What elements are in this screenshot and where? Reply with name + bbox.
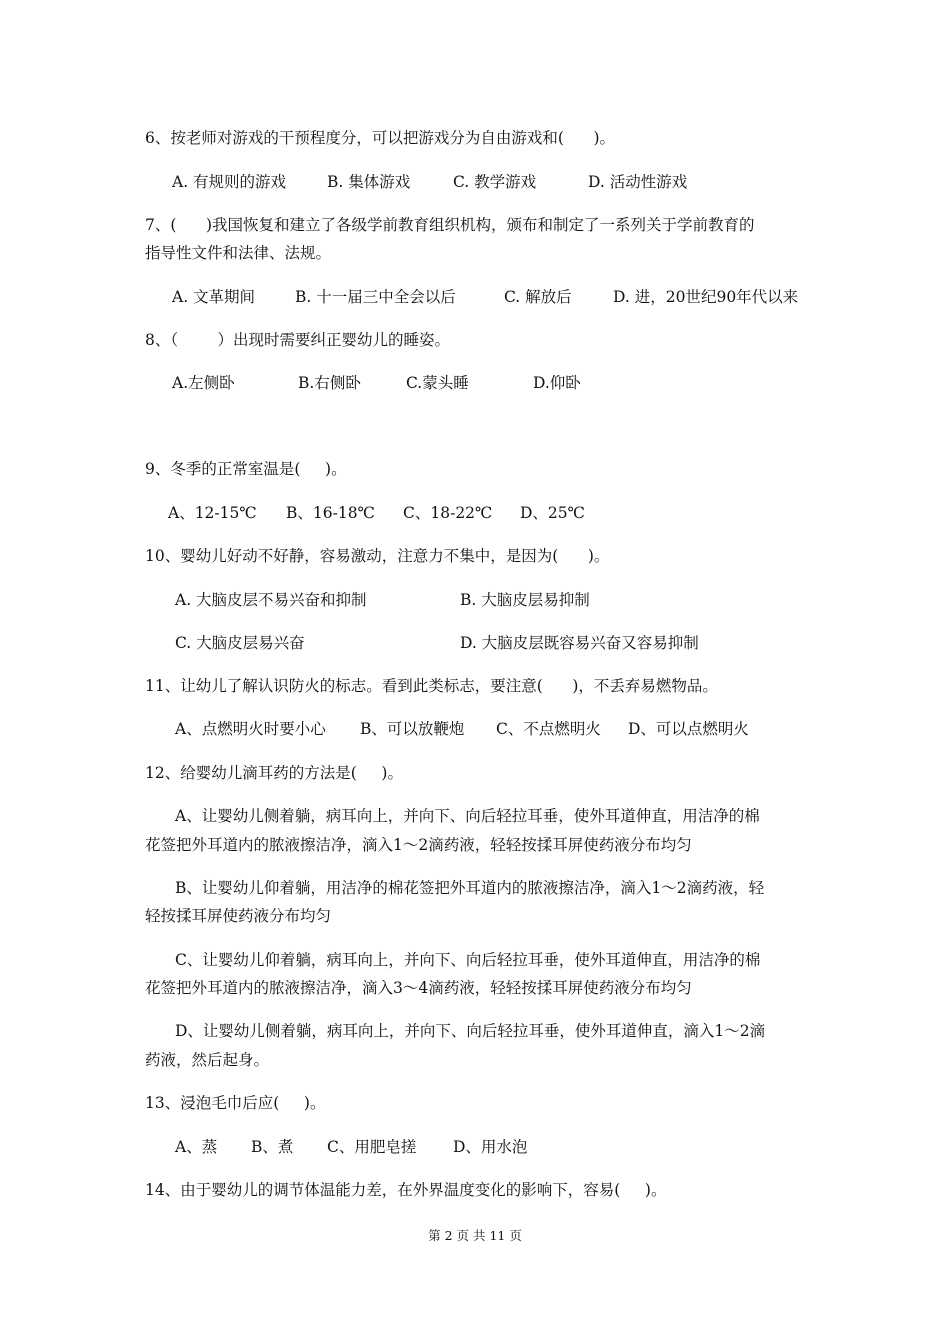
question-7-stem-line-2: 指导性文件和法律、法规。 xyxy=(145,244,332,262)
question-12-option-d-line-1: D、让婴幼儿侧着躺，病耳向上，并向下、向后轻拉耳垂，使外耳道伸直，滴入1～2滴 xyxy=(175,1022,766,1040)
question-9-option-c: C、18-22℃ xyxy=(403,504,493,522)
question-7-option-d: D. 进，20世纪90年代以来 xyxy=(613,288,799,306)
question-13-option-a: A、蒸 xyxy=(175,1138,218,1156)
question-8-option-c: C.蒙头睡 xyxy=(406,374,469,392)
question-12-option-c-line-1: C、让婴幼儿仰着躺，病耳向上，并向下、向后轻拉耳垂，使外耳道伸直，用洁净的棉 xyxy=(175,951,761,969)
question-13-option-d: D、用水泡 xyxy=(453,1138,528,1156)
question-8-option-b: B.右侧卧 xyxy=(298,374,361,392)
question-11-stem: 11、让幼儿了解认识防火的标志。看到此类标志，要注意( )，不丢弃易燃物品。 xyxy=(145,677,718,695)
question-11-option-c: C、不点燃明火 xyxy=(496,720,601,738)
question-11-option-b: B、可以放鞭炮 xyxy=(360,720,465,738)
question-13-option-b: B、煮 xyxy=(251,1138,294,1156)
question-6-option-b: B. 集体游戏 xyxy=(327,173,411,191)
question-12-option-b-line-1: B、让婴幼儿仰着躺，用洁净的棉花签把外耳道内的脓液擦洁净，滴入1～2滴药液，轻 xyxy=(175,879,765,897)
question-10-option-c: C. 大脑皮层易兴奋 xyxy=(175,634,305,652)
page-footer: 第 2 页 共 11 页 xyxy=(428,1228,522,1243)
question-9-option-d: D、25℃ xyxy=(520,504,585,522)
question-6-option-a: A. 有规则的游戏 xyxy=(172,173,287,191)
question-7-stem-line-1: 7、( )我国恢复和建立了各级学前教育组织机构，颁布和制定了一系列关于学前教育的 xyxy=(145,216,755,234)
question-7-option-b: B. 十一届三中全会以后 xyxy=(295,288,456,306)
question-9-option-a: A、12-15℃ xyxy=(168,504,257,522)
question-7-option-a: A. 文革期间 xyxy=(172,288,256,306)
question-10-option-a: A. 大脑皮层不易兴奋和抑制 xyxy=(175,591,367,609)
question-6-option-d: D. 活动性游戏 xyxy=(588,173,688,191)
question-11-option-d: D、可以点燃明火 xyxy=(628,720,749,738)
question-10-stem: 10、婴幼儿好动不好静，容易激动，注意力不集中，是因为( )。 xyxy=(145,547,610,565)
question-11-option-a: A、点燃明火时要小心 xyxy=(175,720,326,738)
question-9-option-b: B、16-18℃ xyxy=(286,504,375,522)
question-10-option-b: B. 大脑皮层易抑制 xyxy=(460,591,590,609)
question-9-stem: 9、冬季的正常室温是( )。 xyxy=(145,460,347,478)
question-8-stem: 8、（ ）出现时需要纠正婴幼儿的睡姿。 xyxy=(145,331,451,349)
question-12-stem: 12、给婴幼儿滴耳药的方法是( )。 xyxy=(145,764,403,782)
question-6-stem: 6、按老师对游戏的干预程度分，可以把游戏分为自由游戏和( )。 xyxy=(145,129,616,147)
question-12-option-b-line-2: 轻按揉耳屏使药液分布均匀 xyxy=(145,907,332,925)
question-12-option-d-line-2: 药液，然后起身。 xyxy=(145,1051,270,1069)
question-6-option-c: C. 教学游戏 xyxy=(453,173,537,191)
question-12-option-a-line-1: A、让婴幼儿侧着躺，病耳向上，并向下、向后轻拉耳垂，使外耳道伸直，用洁净的棉 xyxy=(175,807,760,825)
question-13-option-c: C、用肥皂搓 xyxy=(327,1138,417,1156)
question-8-option-a: A.左侧卧 xyxy=(172,374,235,392)
question-12-option-c-line-2: 花签把外耳道内的脓液擦洁净，滴入3～4滴药液，轻轻按揉耳屏使药液分布均匀 xyxy=(145,979,692,997)
question-8-option-d: D.仰卧 xyxy=(533,374,581,392)
question-12-option-a-line-2: 花签把外耳道内的脓液擦洁净，滴入1～2滴药液，轻轻按揉耳屏使药液分布均匀 xyxy=(145,836,692,854)
question-14-stem: 14、由于婴幼儿的调节体温能力差，在外界温度变化的影响下，容易( )。 xyxy=(145,1181,667,1199)
question-13-stem: 13、浸泡毛巾后应( )。 xyxy=(145,1094,326,1112)
question-10-option-d: D. 大脑皮层既容易兴奋又容易抑制 xyxy=(460,634,699,652)
question-7-option-c: C. 解放后 xyxy=(504,288,572,306)
